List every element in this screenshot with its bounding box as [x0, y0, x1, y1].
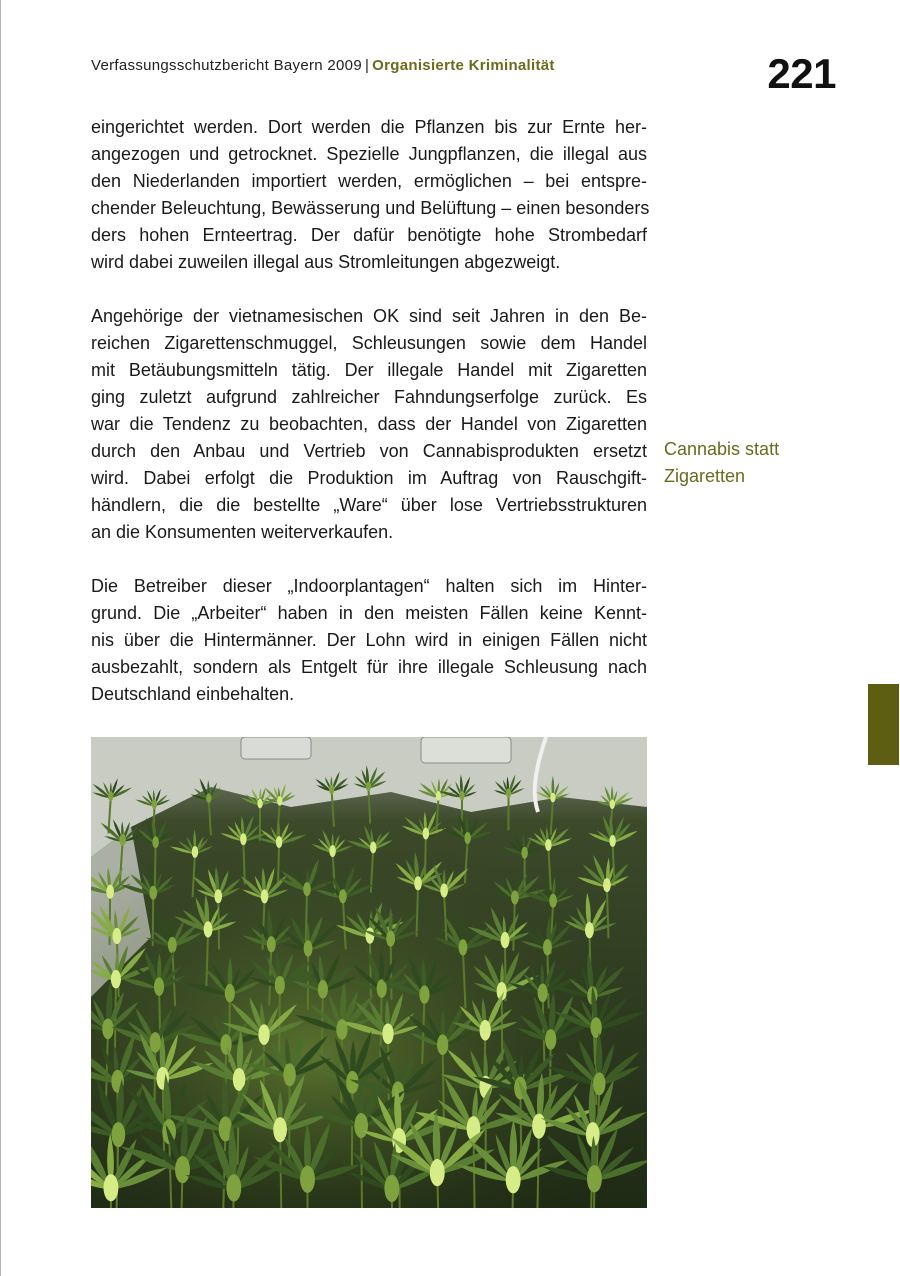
text-line: war die Tendenz zu beobachten, dass der Handel von Zigaretten — [91, 414, 647, 434]
margin-note-line: Cannabis statt — [664, 439, 780, 459]
text-line: reichen Zigarettenschmuggel, Schleusungen sowie dem Handel — [91, 333, 647, 353]
text-line: ausbezahlt, sondern als Entgelt für ihre illegale Schleusung nach — [91, 657, 647, 677]
text-line: händlern, die die bestellte „Ware“ über lose Vertriebsstrukturen — [91, 495, 647, 515]
text-line: ging zuletzt aufgrund zahlreicher Fahndungserfolge zurück. Es — [91, 387, 647, 407]
margin-note — [664, 436, 834, 490]
page-number: 221 — [767, 50, 836, 97]
text-line: an die Konsumenten weiterverkaufen. — [91, 522, 394, 542]
page-left-edge — [0, 0, 1, 1276]
text-line: grund. Die „Arbeiter“ haben in den meisten Fällen keine Kennt- — [91, 603, 647, 623]
section-title: Organisierte Kriminalität — [372, 57, 555, 74]
header-separator: | — [364, 57, 370, 74]
paragraph-3 — [91, 573, 647, 708]
text-line: wird. Dabei erfolgt die Produktion im Auftrag von Rauschgift- — [91, 468, 647, 488]
cannabis-plantation-photo — [91, 737, 647, 1208]
text-line: nis über die Hintermänner. Der Lohn wird in einigen Fällen nicht — [91, 630, 647, 650]
text-line: mit Betäubungsmitteln tätig. Der illegale Handel mit Zigaretten — [91, 360, 647, 380]
text-line: ders hohen Ernteertrag. Der dafür benötigte hohe Strombedarf — [91, 225, 647, 245]
paragraph-2 — [91, 303, 647, 546]
running-head — [91, 57, 555, 74]
chapter-thumb-tab — [868, 684, 899, 765]
text-line: eingerichtet werden. Dort werden die Pflanzen bis zur Ernte her- — [91, 117, 647, 137]
margin-note-line: Zigaretten — [664, 466, 746, 486]
paragraph-1 — [91, 114, 650, 276]
text-line: Angehörige der vietnamesischen OK sind seit Jahren in den Be- — [91, 306, 647, 326]
text-line: angezogen und getrocknet. Spezielle Jungpflanzen, die illegal aus — [91, 144, 647, 164]
text-line: Deutschland einbehalten. — [91, 684, 295, 704]
text-line: chender Beleuchtung, Bewässerung und Belüftung – einen besonders — [91, 198, 650, 218]
body-text — [91, 114, 650, 735]
text-line: durch den Anbau und Vertrieb von Cannabisprodukten ersetzt — [91, 441, 647, 461]
text-line: wird dabei zuweilen illegal aus Stromleitungen abgezweigt. — [91, 252, 561, 272]
publication-title: Verfassungsschutzbericht Bayern 2009 — [91, 57, 362, 74]
text-line: Die Betreiber dieser „Indoorplantagen“ halten sich im Hinter- — [91, 576, 647, 596]
text-line: den Niederlanden importiert werden, ermöglichen – bei entspre- — [91, 171, 647, 191]
